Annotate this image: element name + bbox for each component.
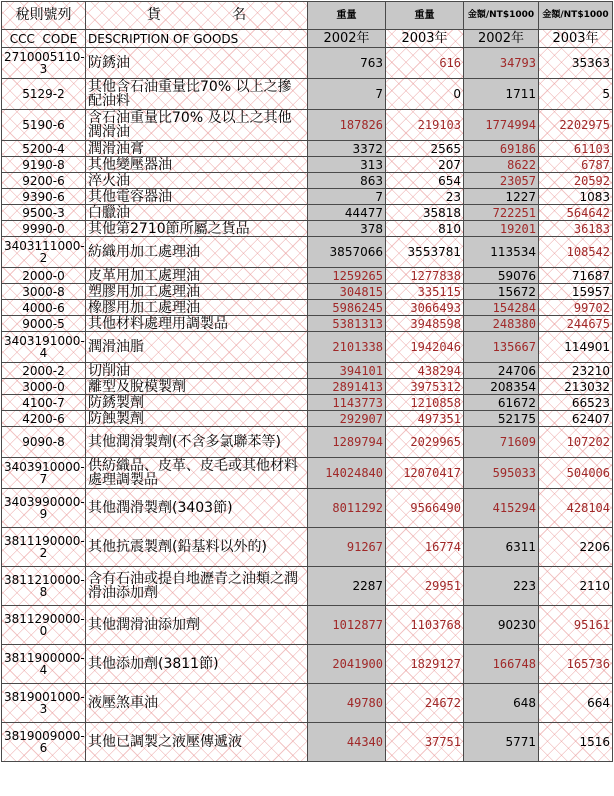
table-row — [2, 300, 613, 316]
ccc-code-cell: 9390-6 — [2, 189, 86, 205]
ccc-code-cell: 3403111000-2 — [2, 237, 86, 268]
weight-2003-cell: 438294 — [386, 363, 464, 379]
weight-2003-cell: 1942046 — [386, 332, 464, 363]
table-row — [2, 268, 613, 284]
weight-2003-cell: 3975312 — [386, 379, 464, 395]
weight-2003-cell: 810 — [386, 221, 464, 237]
table-row — [2, 363, 613, 379]
weight-2003-cell: 1829127 — [386, 645, 464, 684]
weight-2002-cell: 2891413 — [308, 379, 386, 395]
goods-description-cell: 皮革用加工處理油 — [86, 268, 308, 284]
value-2002-cell: 595033 — [464, 458, 539, 489]
header-year-w2002: 2002年 — [308, 30, 386, 48]
value-2002-cell: 135667 — [464, 332, 539, 363]
header-weight-2002: 重量 — [308, 2, 386, 30]
value-2002-cell: 154284 — [464, 300, 539, 316]
weight-2002-cell: 44477 — [308, 205, 386, 221]
ccc-code-cell: 4100-7 — [2, 395, 86, 411]
weight-2002-cell: 44340 — [308, 723, 386, 762]
weight-2002-cell: 2101338 — [308, 332, 386, 363]
ccc-code-cell: 9200-6 — [2, 173, 86, 189]
table-row — [2, 205, 613, 221]
weight-2003-cell: 3066493 — [386, 300, 464, 316]
goods-description-cell: 其他抗震製劑(鉛基料以外的) — [86, 528, 308, 567]
weight-2003-cell: 12070417 — [386, 458, 464, 489]
goods-description-cell: 防銹製劑 — [86, 395, 308, 411]
value-2003-cell: 213032 — [539, 379, 613, 395]
ccc-code-cell: 9000-5 — [2, 316, 86, 332]
ccc-code-cell: 5200-4 — [2, 141, 86, 157]
weight-2003-cell: 2565 — [386, 141, 464, 157]
weight-2003-cell: 3948598 — [386, 316, 464, 332]
weight-2003-cell: 0 — [386, 79, 464, 110]
weight-2003-cell: 207 — [386, 157, 464, 173]
weight-2002-cell: 313 — [308, 157, 386, 173]
weight-2002-cell: 1289794 — [308, 427, 386, 458]
value-2003-cell: 36183 — [539, 221, 613, 237]
weight-2003-cell: 35818 — [386, 205, 464, 221]
value-2002-cell: 24706 — [464, 363, 539, 379]
ccc-code-cell: 9090-8 — [2, 427, 86, 458]
weight-2002-cell: 14024840 — [308, 458, 386, 489]
weight-2003-cell: 654 — [386, 173, 464, 189]
weight-2003-cell: 497351 — [386, 411, 464, 427]
value-2003-cell: 504006 — [539, 458, 613, 489]
goods-description-cell: 潤滑油脂 — [86, 332, 308, 363]
header-year-v2003: 2003年 — [539, 30, 613, 48]
value-2002-cell: 1227 — [464, 189, 539, 205]
goods-description-cell: 供紡織品、皮革、皮毛或其他材料處理調製品 — [86, 458, 308, 489]
weight-2002-cell: 3857066 — [308, 237, 386, 268]
weight-2003-cell: 1103768 — [386, 606, 464, 645]
ccc-code-cell: 4200-6 — [2, 411, 86, 427]
value-2003-cell: 62407 — [539, 411, 613, 427]
weight-2003-cell: 37751 — [386, 723, 464, 762]
value-2003-cell: 95161 — [539, 606, 613, 645]
goods-description-cell: 潤滑油膏 — [86, 141, 308, 157]
value-2003-cell: 66523 — [539, 395, 613, 411]
value-2003-cell: 165736 — [539, 645, 613, 684]
value-2002-cell: 59076 — [464, 268, 539, 284]
table-row — [2, 489, 613, 528]
ccc-code-cell: 3811900000-4 — [2, 645, 86, 684]
value-2003-cell: 71687 — [539, 268, 613, 284]
table-row — [2, 332, 613, 363]
weight-2002-cell: 2287 — [308, 567, 386, 606]
weight-2002-cell: 1259265 — [308, 268, 386, 284]
goods-description-cell: 其他含石油重量比70% 以上之摻配油料 — [86, 79, 308, 110]
table-row — [2, 110, 613, 141]
ccc-code-cell: 5129-2 — [2, 79, 86, 110]
goods-description-cell: 含石油重量比70% 及以上之其他潤滑油 — [86, 110, 308, 141]
weight-2003-cell: 3553781 — [386, 237, 464, 268]
weight-2002-cell: 1012877 — [308, 606, 386, 645]
table-row — [2, 157, 613, 173]
ccc-code-cell: 5190-6 — [2, 110, 86, 141]
ccc-code-cell: 3403990000-9 — [2, 489, 86, 528]
weight-2003-cell: 1210858 — [386, 395, 464, 411]
table-row — [2, 79, 613, 110]
goods-description-cell: 其他第2710節所屬之貨品 — [86, 221, 308, 237]
trade-table — [1, 1, 613, 762]
value-2002-cell: 23057 — [464, 173, 539, 189]
value-2002-cell: 248380 — [464, 316, 539, 332]
value-2003-cell: 5 — [539, 79, 613, 110]
value-2003-cell: 2110 — [539, 567, 613, 606]
table-row — [2, 284, 613, 300]
goods-description-cell: 紡織用加工處理油 — [86, 237, 308, 268]
ccc-code-cell: 2710005110-3 — [2, 48, 86, 79]
weight-2002-cell: 5986245 — [308, 300, 386, 316]
weight-2003-cell: 335115 — [386, 284, 464, 300]
weight-2002-cell: 91267 — [308, 528, 386, 567]
header-goods-en: DESCRIPTION OF GOODS — [86, 30, 308, 48]
header-row-en — [2, 30, 613, 48]
weight-2003-cell: 24672 — [386, 684, 464, 723]
value-2003-cell: 15957 — [539, 284, 613, 300]
value-2002-cell: 19201 — [464, 221, 539, 237]
ccc-code-cell: 3811210000-8 — [2, 567, 86, 606]
value-2002-cell: 5771 — [464, 723, 539, 762]
header-year-w2003: 2003年 — [386, 30, 464, 48]
weight-2002-cell: 763 — [308, 48, 386, 79]
header-year-v2002: 2002年 — [464, 30, 539, 48]
value-2003-cell: 61103 — [539, 141, 613, 157]
value-2003-cell: 1083 — [539, 189, 613, 205]
weight-2003-cell: 16774 — [386, 528, 464, 567]
weight-2002-cell: 7 — [308, 189, 386, 205]
value-2003-cell: 564642 — [539, 205, 613, 221]
weight-2002-cell: 378 — [308, 221, 386, 237]
value-2003-cell: 114901 — [539, 332, 613, 363]
table-row — [2, 221, 613, 237]
value-2003-cell: 107202 — [539, 427, 613, 458]
value-2002-cell: 15672 — [464, 284, 539, 300]
table-row — [2, 723, 613, 762]
table-row — [2, 458, 613, 489]
value-2003-cell: 108542 — [539, 237, 613, 268]
value-2002-cell: 648 — [464, 684, 539, 723]
value-2003-cell: 664 — [539, 684, 613, 723]
weight-2003-cell: 29951 — [386, 567, 464, 606]
table-row — [2, 395, 613, 411]
goods-description-cell: 切削油 — [86, 363, 308, 379]
weight-2002-cell: 863 — [308, 173, 386, 189]
table-row — [2, 189, 613, 205]
ccc-code-cell: 9500-3 — [2, 205, 86, 221]
weight-2002-cell: 292907 — [308, 411, 386, 427]
weight-2002-cell: 8011292 — [308, 489, 386, 528]
goods-description-cell: 其他潤滑製劑(3403節) — [86, 489, 308, 528]
ccc-code-cell: 9190-8 — [2, 157, 86, 173]
header-value-2003: 金額/NT$1000 — [539, 2, 613, 30]
value-2003-cell: 35363 — [539, 48, 613, 79]
goods-description-cell: 其他變壓器油 — [86, 157, 308, 173]
value-2002-cell: 1711 — [464, 79, 539, 110]
value-2002-cell: 61672 — [464, 395, 539, 411]
goods-description-cell: 塑膠用加工處理油 — [86, 284, 308, 300]
goods-description-cell: 其他潤滑製劑(不含多氯聯苯等) — [86, 427, 308, 458]
goods-description-cell: 防蝕製劑 — [86, 411, 308, 427]
header-code-en: CCC CODE — [2, 30, 86, 48]
goods-description-cell: 橡膠用加工處理油 — [86, 300, 308, 316]
goods-description-cell: 淬火油 — [86, 173, 308, 189]
weight-2003-cell: 1277838 — [386, 268, 464, 284]
header-value-2002: 金額/NT$1000 — [464, 2, 539, 30]
goods-description-cell: 其他電容器油 — [86, 189, 308, 205]
table-row — [2, 645, 613, 684]
table-body — [2, 48, 613, 762]
goods-description-cell: 其他潤滑油添加劑 — [86, 606, 308, 645]
value-2002-cell: 8622 — [464, 157, 539, 173]
ccc-code-cell: 3819009000-6 — [2, 723, 86, 762]
weight-2003-cell: 616 — [386, 48, 464, 79]
value-2002-cell: 6311 — [464, 528, 539, 567]
value-2002-cell: 208354 — [464, 379, 539, 395]
ccc-code-cell: 3811290000-0 — [2, 606, 86, 645]
value-2002-cell: 34793 — [464, 48, 539, 79]
value-2003-cell: 1516 — [539, 723, 613, 762]
goods-description-cell: 其他材料處理用調製品 — [86, 316, 308, 332]
table-row — [2, 141, 613, 157]
weight-2002-cell: 7 — [308, 79, 386, 110]
goods-description-cell: 含有石油或提自地瀝青之油類之潤滑油添加劑 — [86, 567, 308, 606]
table-row — [2, 48, 613, 79]
weight-2003-cell: 219103 — [386, 110, 464, 141]
weight-2002-cell: 2041900 — [308, 645, 386, 684]
header-code-zh: 稅則號列 — [2, 2, 86, 30]
goods-description-cell: 白臘油 — [86, 205, 308, 221]
ccc-code-cell: 3000-0 — [2, 379, 86, 395]
table-row — [2, 411, 613, 427]
value-2003-cell: 99702 — [539, 300, 613, 316]
value-2002-cell: 722251 — [464, 205, 539, 221]
weight-2002-cell: 3372 — [308, 141, 386, 157]
table-row — [2, 567, 613, 606]
table-row — [2, 684, 613, 723]
ccc-code-cell: 2000-0 — [2, 268, 86, 284]
value-2002-cell: 69186 — [464, 141, 539, 157]
table-row — [2, 606, 613, 645]
value-2002-cell: 52175 — [464, 411, 539, 427]
value-2002-cell: 113534 — [464, 237, 539, 268]
value-2002-cell: 223 — [464, 567, 539, 606]
ccc-code-cell: 3811190000-2 — [2, 528, 86, 567]
goods-description-cell: 離型及脫模製劑 — [86, 379, 308, 395]
table-row — [2, 316, 613, 332]
value-2003-cell: 2206 — [539, 528, 613, 567]
goods-description-cell: 液壓煞車油 — [86, 684, 308, 723]
header-row-zh — [2, 2, 613, 30]
value-2003-cell: 2202975 — [539, 110, 613, 141]
value-2002-cell: 415294 — [464, 489, 539, 528]
value-2003-cell: 244675 — [539, 316, 613, 332]
weight-2003-cell: 23 — [386, 189, 464, 205]
weight-2002-cell: 49780 — [308, 684, 386, 723]
table-row — [2, 237, 613, 268]
ccc-code-cell: 2000-2 — [2, 363, 86, 379]
weight-2002-cell: 5381313 — [308, 316, 386, 332]
weight-2002-cell: 304815 — [308, 284, 386, 300]
goods-description-cell: 其他已調製之液壓傳遞液 — [86, 723, 308, 762]
value-2002-cell: 166748 — [464, 645, 539, 684]
weight-2003-cell: 9566490 — [386, 489, 464, 528]
value-2002-cell: 1774994 — [464, 110, 539, 141]
header-weight-2003: 重量 — [386, 2, 464, 30]
table-row — [2, 427, 613, 458]
weight-2002-cell: 394101 — [308, 363, 386, 379]
table-row — [2, 528, 613, 567]
value-2003-cell: 6787 — [539, 157, 613, 173]
ccc-code-cell: 3403910000-7 — [2, 458, 86, 489]
weight-2002-cell: 187826 — [308, 110, 386, 141]
value-2002-cell: 71609 — [464, 427, 539, 458]
ccc-code-cell: 4000-6 — [2, 300, 86, 316]
value-2003-cell: 428104 — [539, 489, 613, 528]
value-2002-cell: 90230 — [464, 606, 539, 645]
ccc-code-cell: 3000-8 — [2, 284, 86, 300]
goods-description-cell: 其他添加劑(3811節) — [86, 645, 308, 684]
value-2003-cell: 23210 — [539, 363, 613, 379]
table-row — [2, 173, 613, 189]
goods-description-cell: 防銹油 — [86, 48, 308, 79]
ccc-code-cell: 3403191000-4 — [2, 332, 86, 363]
weight-2002-cell: 1143773 — [308, 395, 386, 411]
header-goods-zh: 貨 名 — [86, 2, 308, 30]
table-row — [2, 379, 613, 395]
weight-2003-cell: 2029965 — [386, 427, 464, 458]
ccc-code-cell: 9990-0 — [2, 221, 86, 237]
ccc-code-cell: 3819001000-3 — [2, 684, 86, 723]
value-2003-cell: 20592 — [539, 173, 613, 189]
